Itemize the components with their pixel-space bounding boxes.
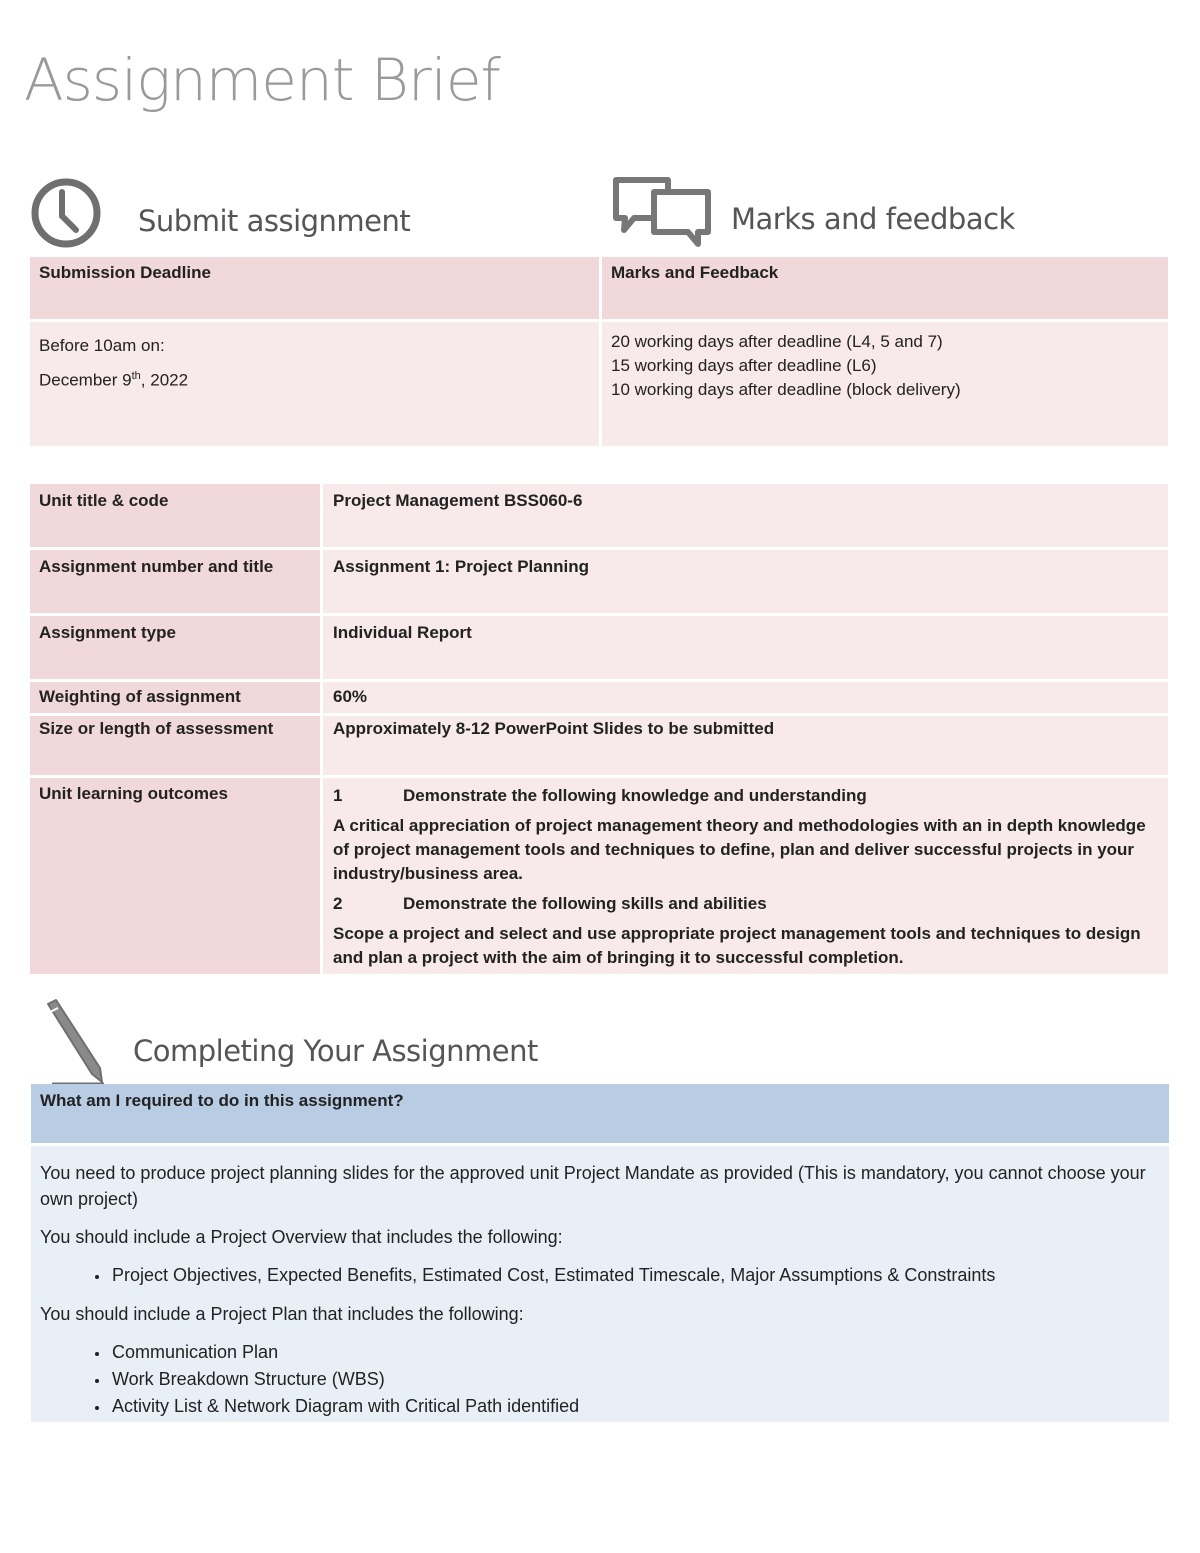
outcome-heading: 2 Demonstrate the following skills and abilities (333, 894, 767, 913)
weighting-value: 60% (322, 681, 1169, 715)
submission-deadline-label: Submission Deadline (30, 256, 601, 321)
feedback-line: 15 working days after deadline (L6) (611, 356, 877, 375)
assignment-type-value: Individual Report (322, 615, 1169, 681)
row-label: Assignment type (30, 615, 322, 681)
overview-intro: You should include a Project Overview that includes the following: (40, 1227, 563, 1247)
page-title: Assignment Brief (24, 46, 500, 114)
deadline-cell (30, 321, 601, 448)
requirements-body (31, 1145, 1169, 1423)
clock-icon (30, 178, 102, 250)
feedback-cell (601, 321, 1169, 448)
outcome-text: A critical appreciation of project management theory and methodologies with an in depth knowledge of project management tools and techniques to define, plan and deliver successful projects in your industry/business area. (333, 816, 1146, 883)
chat-bubbles-icon (610, 174, 714, 250)
list-item: • Work Breakdown Structure (WBS) (110, 1366, 1159, 1393)
marks-feedback-label: Marks and Feedback (601, 256, 1169, 321)
outcome-text: Scope a project and select and use appropriate project management tools and techniques to design and plan a project with the aim of bringing it to successful completion. (333, 924, 1141, 967)
overview-list (40, 1262, 1159, 1289)
list-item: • Project Objectives, Expected Benefits, Estimated Cost, Estimated Timescale, Major Assumptions & Constraints (110, 1262, 1159, 1289)
submission-table (30, 254, 1168, 449)
unit-title-value: Project Management BSS060-6 (322, 483, 1169, 549)
marks-heading: Marks and feedback (731, 202, 1015, 236)
completing-heading: Completing Your Assignment (133, 1034, 538, 1068)
feedback-line: 10 working days after deadline (block delivery) (611, 380, 961, 399)
outcomes-cell (322, 777, 1169, 976)
outcome-heading: 1 Demonstrate the following knowledge and understanding (333, 786, 867, 805)
submit-heading: Submit assignment (138, 204, 411, 238)
outcomes-label: Unit learning outcomes (30, 777, 322, 976)
requirements-question: What am I required to do in this assignment? (31, 1084, 1169, 1145)
unit-details-table (30, 481, 1168, 977)
deadline-before: Before 10am on: (39, 336, 165, 355)
row-label: Size or length of assessment (30, 715, 322, 777)
plan-intro: You should include a Project Plan that includes the following: (40, 1304, 524, 1324)
row-label: Weighting of assignment (30, 681, 322, 715)
feedback-line: 20 working days after deadline (L4, 5 and 7) (611, 332, 943, 351)
list-item: • Activity List & Network Diagram with Critical Path identified (110, 1393, 1159, 1420)
size-value: Approximately 8-12 PowerPoint Slides to be submitted (322, 715, 1169, 777)
list-item: • Communication Plan (110, 1339, 1159, 1366)
assignment-requirements-table (31, 1084, 1169, 1422)
deadline-date: December 9th, 2022 (39, 370, 189, 390)
row-label: Assignment number and title (30, 549, 322, 615)
requirements-intro: You need to produce project planning slides for the approved unit Project Mandate as provided (This is mandatory, you cannot choose your own project) (40, 1163, 1146, 1209)
plan-list (40, 1339, 1159, 1420)
pen-icon (40, 996, 112, 1088)
assignment-title-value: Assignment 1: Project Planning (322, 549, 1169, 615)
row-label: Unit title & code (30, 483, 322, 549)
